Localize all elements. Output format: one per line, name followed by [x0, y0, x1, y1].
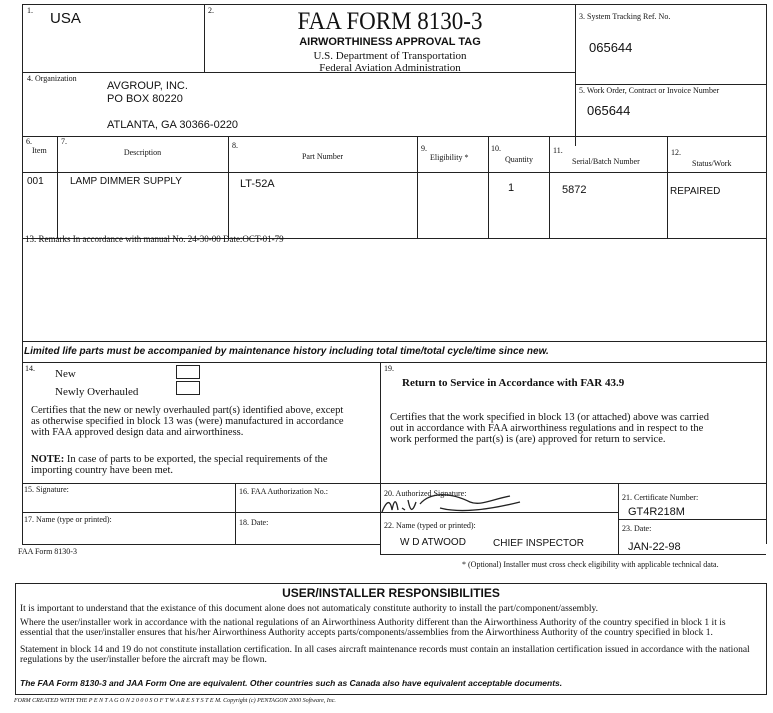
- signature-image: [380, 490, 530, 520]
- equivalence-note: The FAA Form 8130-3 and JAA Form One are equivalent. Other countries such as Canada also have equivalent acceptable documents.: [20, 678, 563, 688]
- block14-certification: Certifies that the new or newly overhauled part(s) identified above, except as otherwise specified in block 13 was (were) manufactured in accordance with FAA approved design data and airworthiness.: [31, 405, 344, 438]
- block2-number: 2.: [208, 6, 214, 15]
- row-serial: 5872: [562, 184, 587, 196]
- new-label: New: [55, 368, 76, 380]
- col-qty-num: 10.: [491, 144, 501, 153]
- block5-label: 5. Work Order, Contract or Invoice Number: [579, 86, 720, 95]
- col-qty-header: Quantity: [505, 155, 533, 164]
- col-elig-header: Eligibility *: [430, 153, 469, 162]
- col-serial-num: 11.: [553, 146, 563, 155]
- col-part-num: 8.: [232, 141, 238, 150]
- block3-label: 3. System Tracking Ref. No.: [579, 12, 671, 21]
- col-desc-header: Description: [123, 148, 162, 157]
- block16-label: 16. FAA Authorization No.:: [239, 487, 328, 496]
- row-part-number: LT-52A: [240, 178, 275, 190]
- country-value: USA: [50, 10, 81, 27]
- row-item: 001: [27, 176, 44, 187]
- block21-label: 21. Certificate Number:: [622, 493, 699, 502]
- block17-label: 17. Name (type or printed):: [24, 515, 112, 524]
- overhauled-label: Newly Overhauled: [55, 386, 139, 398]
- col-desc-num: 7.: [61, 137, 67, 146]
- dept-line2: Federal Aviation Administration: [319, 62, 461, 74]
- footer-form-number: FAA Form 8130-3: [18, 547, 77, 556]
- responsibilities-title: USER/INSTALLER RESPONSIBILITIES: [282, 586, 500, 600]
- block23-label: 23. Date:: [622, 524, 652, 533]
- block19-certification: Certifies that the work specified in block 13 (or attached) above was carried out in accordance with FAA airworthiness regulations and in respect to the work performed the part(s) is (are) approved for return to service.: [390, 412, 709, 445]
- block19-number: 19.: [384, 364, 394, 373]
- dept-line1: U.S. Department of Transportation: [313, 50, 467, 62]
- optional-note: * (Optional) Installer must cross check eligibility with applicable technical data.: [462, 560, 719, 569]
- block15-label: 15. Signature:: [24, 485, 69, 494]
- col-elig-num: 9.: [421, 144, 427, 153]
- row-status: REPAIRED: [670, 186, 721, 197]
- responsibilities-p1: It is important to understand that the existance of this document alone does not automaticaly constitute authority to install the part/component/assembly.: [20, 604, 598, 614]
- inspector-name: W D ATWOOD: [400, 537, 466, 548]
- software-credits: FORM CREATED WITH THE P E N T A G O N 2 0 0 0 S O F T W A R E S Y S T E M. Copyright (c) PENTAGON 2000 Software, Inc.: [14, 698, 336, 704]
- form-title: FAA FORM 8130-3: [297, 8, 483, 35]
- block14-note: [31, 454, 331, 476]
- inspector-title: CHIEF INSPECTOR: [493, 538, 584, 549]
- responsibilities-p2: Where the user/installer work in accordance with the national regulations of an Airworthiness Authority different than the Airworthiness Authority of the country specified in block 1 it is essential that the user/installer ensures that his/her Airworthiness Authority accepts parts/components/assemblies from the Airworthiness Authority of the country specified in block 1.: [20, 618, 726, 638]
- remarks-label: 13. Remarks: [25, 234, 71, 244]
- form-subtitle: AIRWORTHINESS APPROVAL TAG: [299, 36, 481, 48]
- note-bold: NOTE:: [31, 454, 65, 465]
- col-part-header: Part Number: [301, 152, 344, 161]
- note-text: In case of parts to be exported, the special requirements of the importing country have been met.: [31, 454, 328, 476]
- col-status-num: 12.: [671, 148, 681, 157]
- block14-number: 14.: [25, 364, 35, 373]
- block4-label: 4. Organization: [27, 74, 77, 83]
- certificate-number: GT4R218M: [628, 506, 685, 518]
- work-order-value: 065644: [587, 103, 631, 118]
- block22-label: 22. Name (typed or printed):: [384, 521, 476, 530]
- col-status-header: Status/Work: [692, 159, 732, 168]
- frame-right: [766, 4, 767, 544]
- row-quantity: 1: [508, 182, 515, 194]
- col-item-header: Item: [32, 146, 47, 155]
- remarks-text: In accordance with manual No. 24-30-00 Date:OCT-01-79: [72, 234, 284, 244]
- remarks-block: [25, 235, 495, 244]
- block1-number: 1.: [27, 6, 33, 15]
- row-description: LAMP DIMMER SUPPLY: [70, 176, 182, 187]
- org-line1: AVGROUP, INC.: [107, 80, 188, 92]
- overhauled-checkbox[interactable]: [176, 381, 200, 395]
- block19-heading: Return to Service in Accordance with FAR 43.9: [402, 377, 625, 389]
- col-serial-header: Serial/Batch Number: [572, 157, 640, 166]
- limited-life-note: Limited life parts must be accompanied by maintenance history including total time/total cycle/time since new.: [24, 346, 549, 357]
- frame-left: [22, 4, 23, 544]
- block20-label: 20. Authorized Signature:: [384, 489, 467, 498]
- responsibilities-p3: Statement in block 14 and 19 do not constitute installation certification. In all cases aircraft maintenance records must contain an installation certification issued in accordance with the national regulations by the user/installer before the aircraft may be flown.: [20, 645, 750, 665]
- date-value: JAN-22-98: [628, 541, 681, 553]
- new-checkbox[interactable]: [176, 365, 200, 379]
- org-line3: ATLANTA, GA 30366-0220: [107, 119, 239, 131]
- col-item-num: 6.: [26, 137, 32, 146]
- block18-label: 18. Date:: [239, 518, 269, 527]
- org-line2: PO BOX 80220: [107, 93, 183, 105]
- tracking-ref-value: 065644: [589, 40, 633, 55]
